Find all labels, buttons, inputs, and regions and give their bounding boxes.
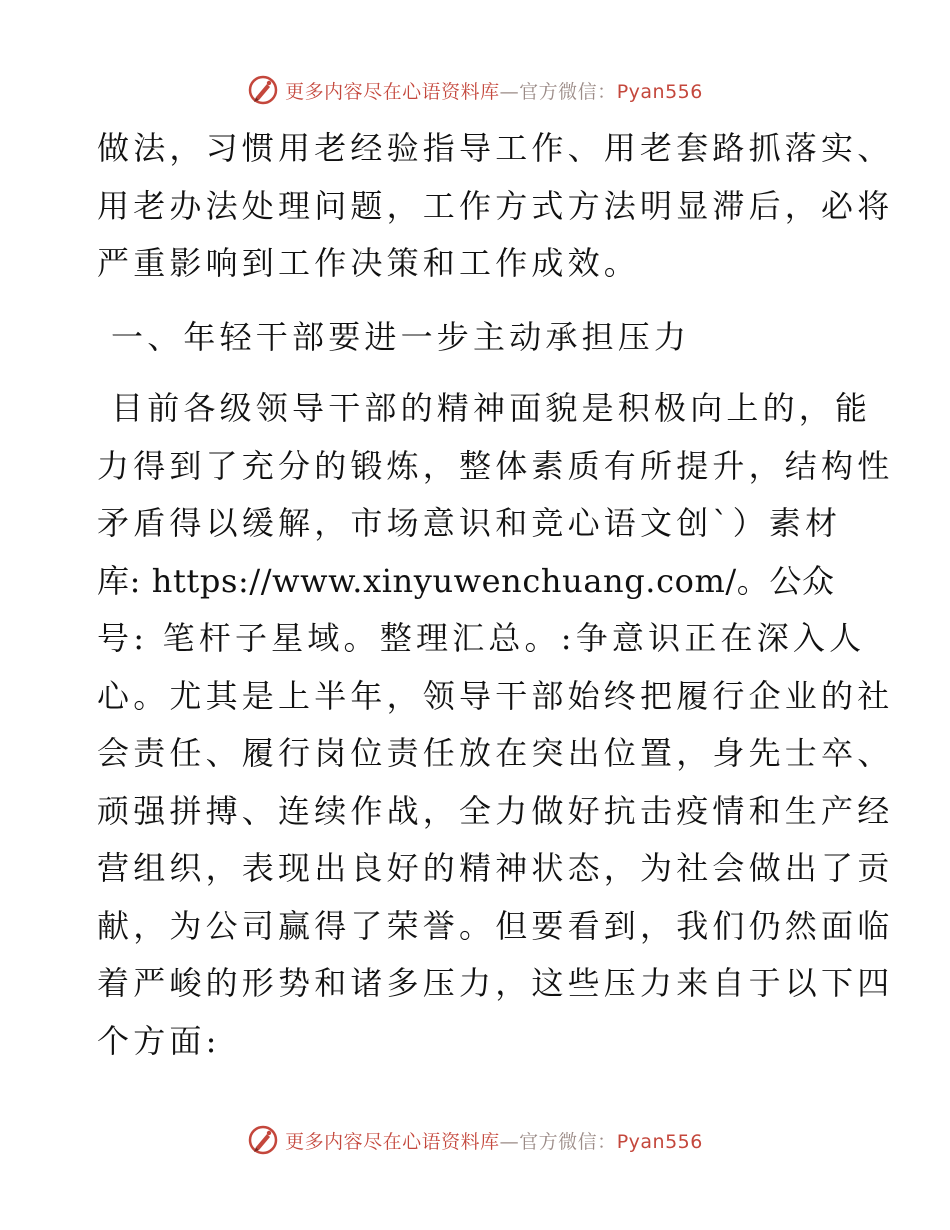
text-line: 号: 笔杆子星域。整理汇总。:争意识正在深入人: [97, 619, 866, 657]
text-line: 矛盾得以缓解，市场意识和竞心语文创`）素材: [97, 504, 842, 542]
text-line: 着严峻的形势和诸多压力，这些压力来自于以下四: [97, 964, 894, 1002]
banner-text: [285, 77, 703, 104]
text-line: 用老办法处理问题，工作方式方法明显滞后，必将: [97, 186, 894, 225]
pen-circle-logo-icon: [247, 1124, 279, 1156]
text-line: 个方面:: [97, 1021, 221, 1060]
banner-dash: —: [499, 80, 520, 103]
banner-text: [285, 1127, 703, 1154]
banner-main: 更多内容尽在心语资料库: [285, 1130, 500, 1153]
text-line: 心。尤其是上半年，领导干部始终把履行企业的社: [97, 676, 894, 715]
banner-main: 更多内容尽在心语资料库: [285, 80, 500, 103]
text-line: 库: https://www.xinyuwenchuang.com/。公众: [97, 561, 835, 600]
banner-account: Pyan556: [616, 1130, 703, 1153]
header-banner: [0, 70, 950, 110]
text-line: 严重影响到工作决策和工作成效。: [97, 244, 641, 282]
footer-banner: [0, 1120, 950, 1160]
banner-account: Pyan556: [616, 80, 703, 103]
text-line: 目前各级领导干部的精神面貌是积极向上的，能: [111, 389, 872, 427]
section-heading: 一、年轻干部要进一步主动承担压力: [111, 317, 691, 356]
pen-circle-logo-icon: [247, 74, 279, 106]
text-line: 献，为公司赢得了荣誉。但要看到，我们仍然面临: [97, 906, 894, 945]
text-line: 做法，习惯用老经验指导工作、用老套路抓落实、: [97, 129, 894, 167]
document-body: [97, 120, 894, 1070]
text-line: 顽强拼搏、连续作战，全力做好抗击疫情和生产经: [97, 791, 894, 830]
text-line: 营组织，表现出良好的精神状态，为社会做出了贡: [97, 849, 894, 887]
text-line: 力得到了充分的锻炼，整体素质有所提升，结构性: [97, 446, 894, 485]
banner-dash: —: [499, 1130, 520, 1153]
banner-wechat-label: 官方微信：: [519, 1130, 617, 1153]
text-line: 会责任、履行岗位责任放在突出位置，身先士卒、: [97, 734, 894, 772]
banner-wechat-label: 官方微信：: [519, 80, 617, 103]
